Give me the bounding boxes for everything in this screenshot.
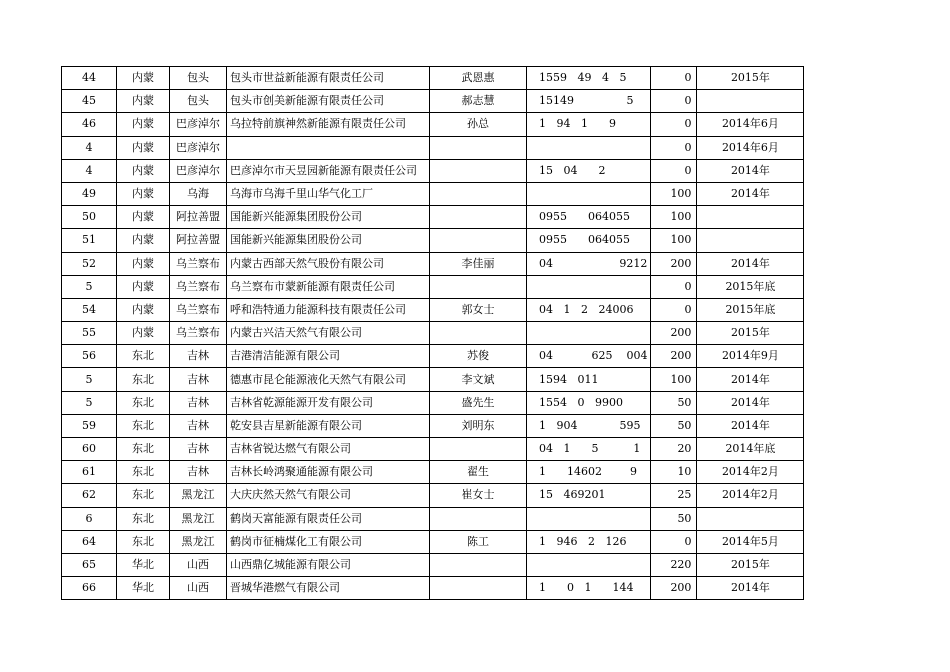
- date-cell[interactable]: 2014年: [697, 252, 804, 275]
- date-cell[interactable]: 2014年2月: [697, 461, 804, 484]
- region-cell[interactable]: 内蒙: [117, 275, 170, 298]
- row-number-cell[interactable]: 51: [62, 229, 117, 252]
- city-cell[interactable]: 山西: [170, 553, 227, 576]
- region-cell[interactable]: 内蒙: [117, 90, 170, 113]
- quantity-cell[interactable]: 0: [651, 530, 697, 553]
- date-cell[interactable]: 2014年5月: [697, 530, 804, 553]
- region-cell[interactable]: 内蒙: [117, 113, 170, 136]
- row-number-cell[interactable]: 59: [62, 414, 117, 437]
- phone-cell[interactable]: [527, 182, 651, 205]
- phone-cell[interactable]: 1 14602 9: [527, 461, 651, 484]
- table-row: [62, 298, 804, 321]
- company-cell[interactable]: 乌兰察布市蒙新能源有限责任公司: [227, 275, 430, 298]
- date-cell[interactable]: [697, 507, 804, 530]
- region-cell[interactable]: 东北: [117, 438, 170, 461]
- company-cell[interactable]: 包头市世益新能源有限责任公司: [227, 67, 430, 90]
- phone-cell[interactable]: 1 0 1 144: [527, 577, 651, 600]
- date-cell[interactable]: 2014年: [697, 159, 804, 182]
- row-number-cell[interactable]: 50: [62, 206, 117, 229]
- contact-cell[interactable]: 苏俊: [430, 345, 527, 368]
- date-cell[interactable]: [697, 229, 804, 252]
- quantity-cell[interactable]: 50: [651, 414, 697, 437]
- phone-cell[interactable]: 0955 064055: [527, 229, 651, 252]
- date-cell[interactable]: 2014年: [697, 182, 804, 205]
- contact-cell[interactable]: [430, 206, 527, 229]
- contact-cell[interactable]: [430, 275, 527, 298]
- region-cell[interactable]: 东北: [117, 530, 170, 553]
- region-cell[interactable]: 东北: [117, 484, 170, 507]
- region-cell[interactable]: 华北: [117, 553, 170, 576]
- company-cell[interactable]: 乌海市乌海千里山华气化工厂: [227, 182, 430, 205]
- table-row: [62, 345, 804, 368]
- quantity-cell[interactable]: 100: [651, 368, 697, 391]
- table-row: [62, 530, 804, 553]
- company-cell[interactable]: 国能新兴能源集团股份公司: [227, 206, 430, 229]
- table-row: [62, 484, 804, 507]
- phone-cell[interactable]: [527, 136, 651, 159]
- region-cell[interactable]: 内蒙: [117, 322, 170, 345]
- row-number-cell[interactable]: 52: [62, 252, 117, 275]
- phone-cell[interactable]: 15 469201: [527, 484, 651, 507]
- row-number-cell[interactable]: 5: [62, 368, 117, 391]
- company-cell[interactable]: 乌拉特前旗神然新能源有限责任公司: [227, 113, 430, 136]
- region-cell[interactable]: 华北: [117, 577, 170, 600]
- date-cell[interactable]: 2014年底: [697, 438, 804, 461]
- city-cell[interactable]: 黑龙江: [170, 507, 227, 530]
- region-cell[interactable]: 东北: [117, 507, 170, 530]
- contact-cell[interactable]: [430, 322, 527, 345]
- phone-cell[interactable]: 1 904 595: [527, 414, 651, 437]
- table-row: [62, 322, 804, 345]
- quantity-cell[interactable]: 220: [651, 553, 697, 576]
- table-row: [62, 507, 804, 530]
- company-cell[interactable]: 晋城华港燃气有限公司: [227, 577, 430, 600]
- city-cell[interactable]: 乌兰察布: [170, 252, 227, 275]
- date-cell[interactable]: [697, 90, 804, 113]
- city-cell[interactable]: 巴彦淖尔: [170, 159, 227, 182]
- date-cell[interactable]: 2014年2月: [697, 484, 804, 507]
- region-cell[interactable]: 内蒙: [117, 298, 170, 321]
- company-cell[interactable]: 吉林省乾源能源开发有限公司: [227, 391, 430, 414]
- city-cell[interactable]: 阿拉善盟: [170, 229, 227, 252]
- date-cell[interactable]: 2014年: [697, 414, 804, 437]
- company-cell[interactable]: [227, 136, 430, 159]
- company-cell[interactable]: 乾安县吉星新能源有限公司: [227, 414, 430, 437]
- quantity-cell[interactable]: 200: [651, 322, 697, 345]
- contact-cell[interactable]: [430, 553, 527, 576]
- company-cell[interactable]: 国能新兴能源集团股份公司: [227, 229, 430, 252]
- quantity-cell[interactable]: 100: [651, 206, 697, 229]
- phone-cell[interactable]: [527, 507, 651, 530]
- city-cell[interactable]: 阿拉善盟: [170, 206, 227, 229]
- table-row: [62, 90, 804, 113]
- region-cell[interactable]: 东北: [117, 345, 170, 368]
- region-cell[interactable]: 内蒙: [117, 229, 170, 252]
- company-cell[interactable]: 吉林省锐达燃气有限公司: [227, 438, 430, 461]
- company-cell[interactable]: 包头市创美新能源有限责任公司: [227, 90, 430, 113]
- company-cell[interactable]: 内蒙古兴洁天然气有限公司: [227, 322, 430, 345]
- phone-cell[interactable]: 15 04 2: [527, 159, 651, 182]
- row-number-cell[interactable]: 61: [62, 461, 117, 484]
- quantity-cell[interactable]: 0: [651, 67, 697, 90]
- company-cell[interactable]: 呼和浩特通力能源科技有限责任公司: [227, 298, 430, 321]
- table-row: [62, 391, 804, 414]
- quantity-cell[interactable]: 0: [651, 90, 697, 113]
- quantity-cell[interactable]: 0: [651, 275, 697, 298]
- company-cell[interactable]: 大庆庆然天然气有限公司: [227, 484, 430, 507]
- contact-cell[interactable]: 郭女士: [430, 298, 527, 321]
- quantity-cell[interactable]: 10: [651, 461, 697, 484]
- contact-cell[interactable]: 崔女士: [430, 484, 527, 507]
- region-cell[interactable]: 东北: [117, 391, 170, 414]
- city-cell[interactable]: 吉林: [170, 345, 227, 368]
- quantity-cell[interactable]: 20: [651, 438, 697, 461]
- contact-cell[interactable]: [430, 229, 527, 252]
- row-number-cell[interactable]: 65: [62, 553, 117, 576]
- city-cell[interactable]: 包头: [170, 67, 227, 90]
- city-cell[interactable]: 乌海: [170, 182, 227, 205]
- city-cell[interactable]: 黑龙江: [170, 484, 227, 507]
- city-cell[interactable]: 巴彦淖尔: [170, 136, 227, 159]
- company-cell[interactable]: 鹤岗天富能源有限责任公司: [227, 507, 430, 530]
- contact-cell[interactable]: 李佳丽: [430, 252, 527, 275]
- contact-cell[interactable]: 盛先生: [430, 391, 527, 414]
- row-number-cell[interactable]: 56: [62, 345, 117, 368]
- city-cell[interactable]: 吉林: [170, 438, 227, 461]
- phone-cell[interactable]: 04 1 2 24006: [527, 298, 651, 321]
- contact-cell[interactable]: 翟生: [430, 461, 527, 484]
- row-number-cell[interactable]: 62: [62, 484, 117, 507]
- contact-cell[interactable]: [430, 438, 527, 461]
- city-cell[interactable]: 巴彦淖尔: [170, 113, 227, 136]
- phone-cell[interactable]: 0955 064055: [527, 206, 651, 229]
- row-number-cell[interactable]: 60: [62, 438, 117, 461]
- company-cell[interactable]: 山西鼎亿城能源有限公司: [227, 553, 430, 576]
- table-row: [62, 229, 804, 252]
- table-row: [62, 275, 804, 298]
- region-cell[interactable]: 东北: [117, 461, 170, 484]
- phone-cell[interactable]: 1 94 1 9: [527, 113, 651, 136]
- phone-cell[interactable]: 15149 5: [527, 90, 651, 113]
- company-cell[interactable]: 吉林长岭鸿聚通能源有限公司: [227, 461, 430, 484]
- phone-cell[interactable]: 1559 49 4 5: [527, 67, 651, 90]
- date-cell[interactable]: 2015年: [697, 553, 804, 576]
- region-cell[interactable]: 内蒙: [117, 206, 170, 229]
- row-number-cell[interactable]: 45: [62, 90, 117, 113]
- phone-cell[interactable]: 1554 0 9900: [527, 391, 651, 414]
- table-row: [62, 206, 804, 229]
- city-cell[interactable]: 吉林: [170, 414, 227, 437]
- contact-cell[interactable]: 孙总: [430, 113, 527, 136]
- row-number-cell[interactable]: 66: [62, 577, 117, 600]
- table-row: [62, 368, 804, 391]
- city-cell[interactable]: 乌兰察布: [170, 298, 227, 321]
- contact-cell[interactable]: [430, 136, 527, 159]
- date-cell[interactable]: 2014年: [697, 391, 804, 414]
- phone-cell[interactable]: 04 1 5 1: [527, 438, 651, 461]
- table-row: [62, 67, 804, 90]
- spreadsheet-table: [61, 66, 804, 600]
- phone-cell[interactable]: [527, 553, 651, 576]
- quantity-cell[interactable]: 200: [651, 345, 697, 368]
- region-cell[interactable]: 内蒙: [117, 252, 170, 275]
- city-cell[interactable]: 乌兰察布: [170, 322, 227, 345]
- region-cell[interactable]: 内蒙: [117, 159, 170, 182]
- quantity-cell[interactable]: 0: [651, 159, 697, 182]
- table-row: [62, 159, 804, 182]
- date-cell[interactable]: 2015年: [697, 322, 804, 345]
- table-row: [62, 182, 804, 205]
- region-cell[interactable]: 东北: [117, 414, 170, 437]
- city-cell[interactable]: 吉林: [170, 368, 227, 391]
- company-cell[interactable]: 内蒙古西部天然气股份有限公司: [227, 252, 430, 275]
- company-cell[interactable]: 鹤岗市征楠煤化工有限公司: [227, 530, 430, 553]
- row-number-cell[interactable]: 5: [62, 391, 117, 414]
- row-number-cell[interactable]: 4: [62, 136, 117, 159]
- date-cell[interactable]: 2014年: [697, 368, 804, 391]
- quantity-cell[interactable]: 0: [651, 113, 697, 136]
- company-cell[interactable]: 德惠市昆仑能源液化天然气有限公司: [227, 368, 430, 391]
- quantity-cell[interactable]: 0: [651, 298, 697, 321]
- phone-cell[interactable]: 1594 011: [527, 368, 651, 391]
- row-number-cell[interactable]: 6: [62, 507, 117, 530]
- date-cell[interactable]: 2015年底: [697, 275, 804, 298]
- table-row: [62, 113, 804, 136]
- row-number-cell[interactable]: 55: [62, 322, 117, 345]
- contact-cell[interactable]: [430, 507, 527, 530]
- table-row: [62, 136, 804, 159]
- quantity-cell[interactable]: 0: [651, 136, 697, 159]
- region-cell[interactable]: 东北: [117, 368, 170, 391]
- contact-cell[interactable]: [430, 182, 527, 205]
- quantity-cell[interactable]: 200: [651, 577, 697, 600]
- date-cell[interactable]: 2014年9月: [697, 345, 804, 368]
- city-cell[interactable]: 吉林: [170, 461, 227, 484]
- phone-cell[interactable]: 04 625 004: [527, 345, 651, 368]
- contact-cell[interactable]: 武恩惠: [430, 67, 527, 90]
- row-number-cell[interactable]: 49: [62, 182, 117, 205]
- quantity-cell[interactable]: 25: [651, 484, 697, 507]
- row-number-cell[interactable]: 54: [62, 298, 117, 321]
- table-row: [62, 577, 804, 600]
- contact-cell[interactable]: 李文斌: [430, 368, 527, 391]
- phone-cell[interactable]: [527, 322, 651, 345]
- city-cell[interactable]: 山西: [170, 577, 227, 600]
- quantity-cell[interactable]: 50: [651, 507, 697, 530]
- city-cell[interactable]: 乌兰察布: [170, 275, 227, 298]
- row-number-cell[interactable]: 44: [62, 67, 117, 90]
- region-cell[interactable]: 内蒙: [117, 182, 170, 205]
- row-number-cell[interactable]: 4: [62, 159, 117, 182]
- quantity-cell[interactable]: 100: [651, 229, 697, 252]
- table-row: [62, 553, 804, 576]
- row-number-cell[interactable]: 5: [62, 275, 117, 298]
- contact-cell[interactable]: 郝志慧: [430, 90, 527, 113]
- phone-cell[interactable]: 04 9212: [527, 252, 651, 275]
- quantity-cell[interactable]: 200: [651, 252, 697, 275]
- date-cell[interactable]: 2014年6月: [697, 113, 804, 136]
- table-row: [62, 414, 804, 437]
- company-cell[interactable]: 吉港清洁能源有限公司: [227, 345, 430, 368]
- region-cell[interactable]: 内蒙: [117, 136, 170, 159]
- table-body: [62, 67, 804, 600]
- contact-cell[interactable]: [430, 577, 527, 600]
- city-cell[interactable]: 吉林: [170, 391, 227, 414]
- row-number-cell[interactable]: 46: [62, 113, 117, 136]
- quantity-cell[interactable]: 50: [651, 391, 697, 414]
- table-row: [62, 438, 804, 461]
- row-number-cell[interactable]: 64: [62, 530, 117, 553]
- date-cell[interactable]: 2014年: [697, 577, 804, 600]
- phone-cell[interactable]: [527, 275, 651, 298]
- table-row: [62, 252, 804, 275]
- company-cell[interactable]: 巴彦淖尔市天昱园新能源有限责任公司: [227, 159, 430, 182]
- date-cell[interactable]: [697, 206, 804, 229]
- city-cell[interactable]: 包头: [170, 90, 227, 113]
- city-cell[interactable]: 黑龙江: [170, 530, 227, 553]
- phone-cell[interactable]: 1 946 2 126: [527, 530, 651, 553]
- contact-cell[interactable]: [430, 159, 527, 182]
- table-row: [62, 461, 804, 484]
- contact-cell[interactable]: 刘明东: [430, 414, 527, 437]
- region-cell[interactable]: 内蒙: [117, 67, 170, 90]
- date-cell[interactable]: 2015年: [697, 67, 804, 90]
- date-cell[interactable]: 2014年6月: [697, 136, 804, 159]
- contact-cell[interactable]: 陈工: [430, 530, 527, 553]
- date-cell[interactable]: 2015年底: [697, 298, 804, 321]
- quantity-cell[interactable]: 100: [651, 182, 697, 205]
